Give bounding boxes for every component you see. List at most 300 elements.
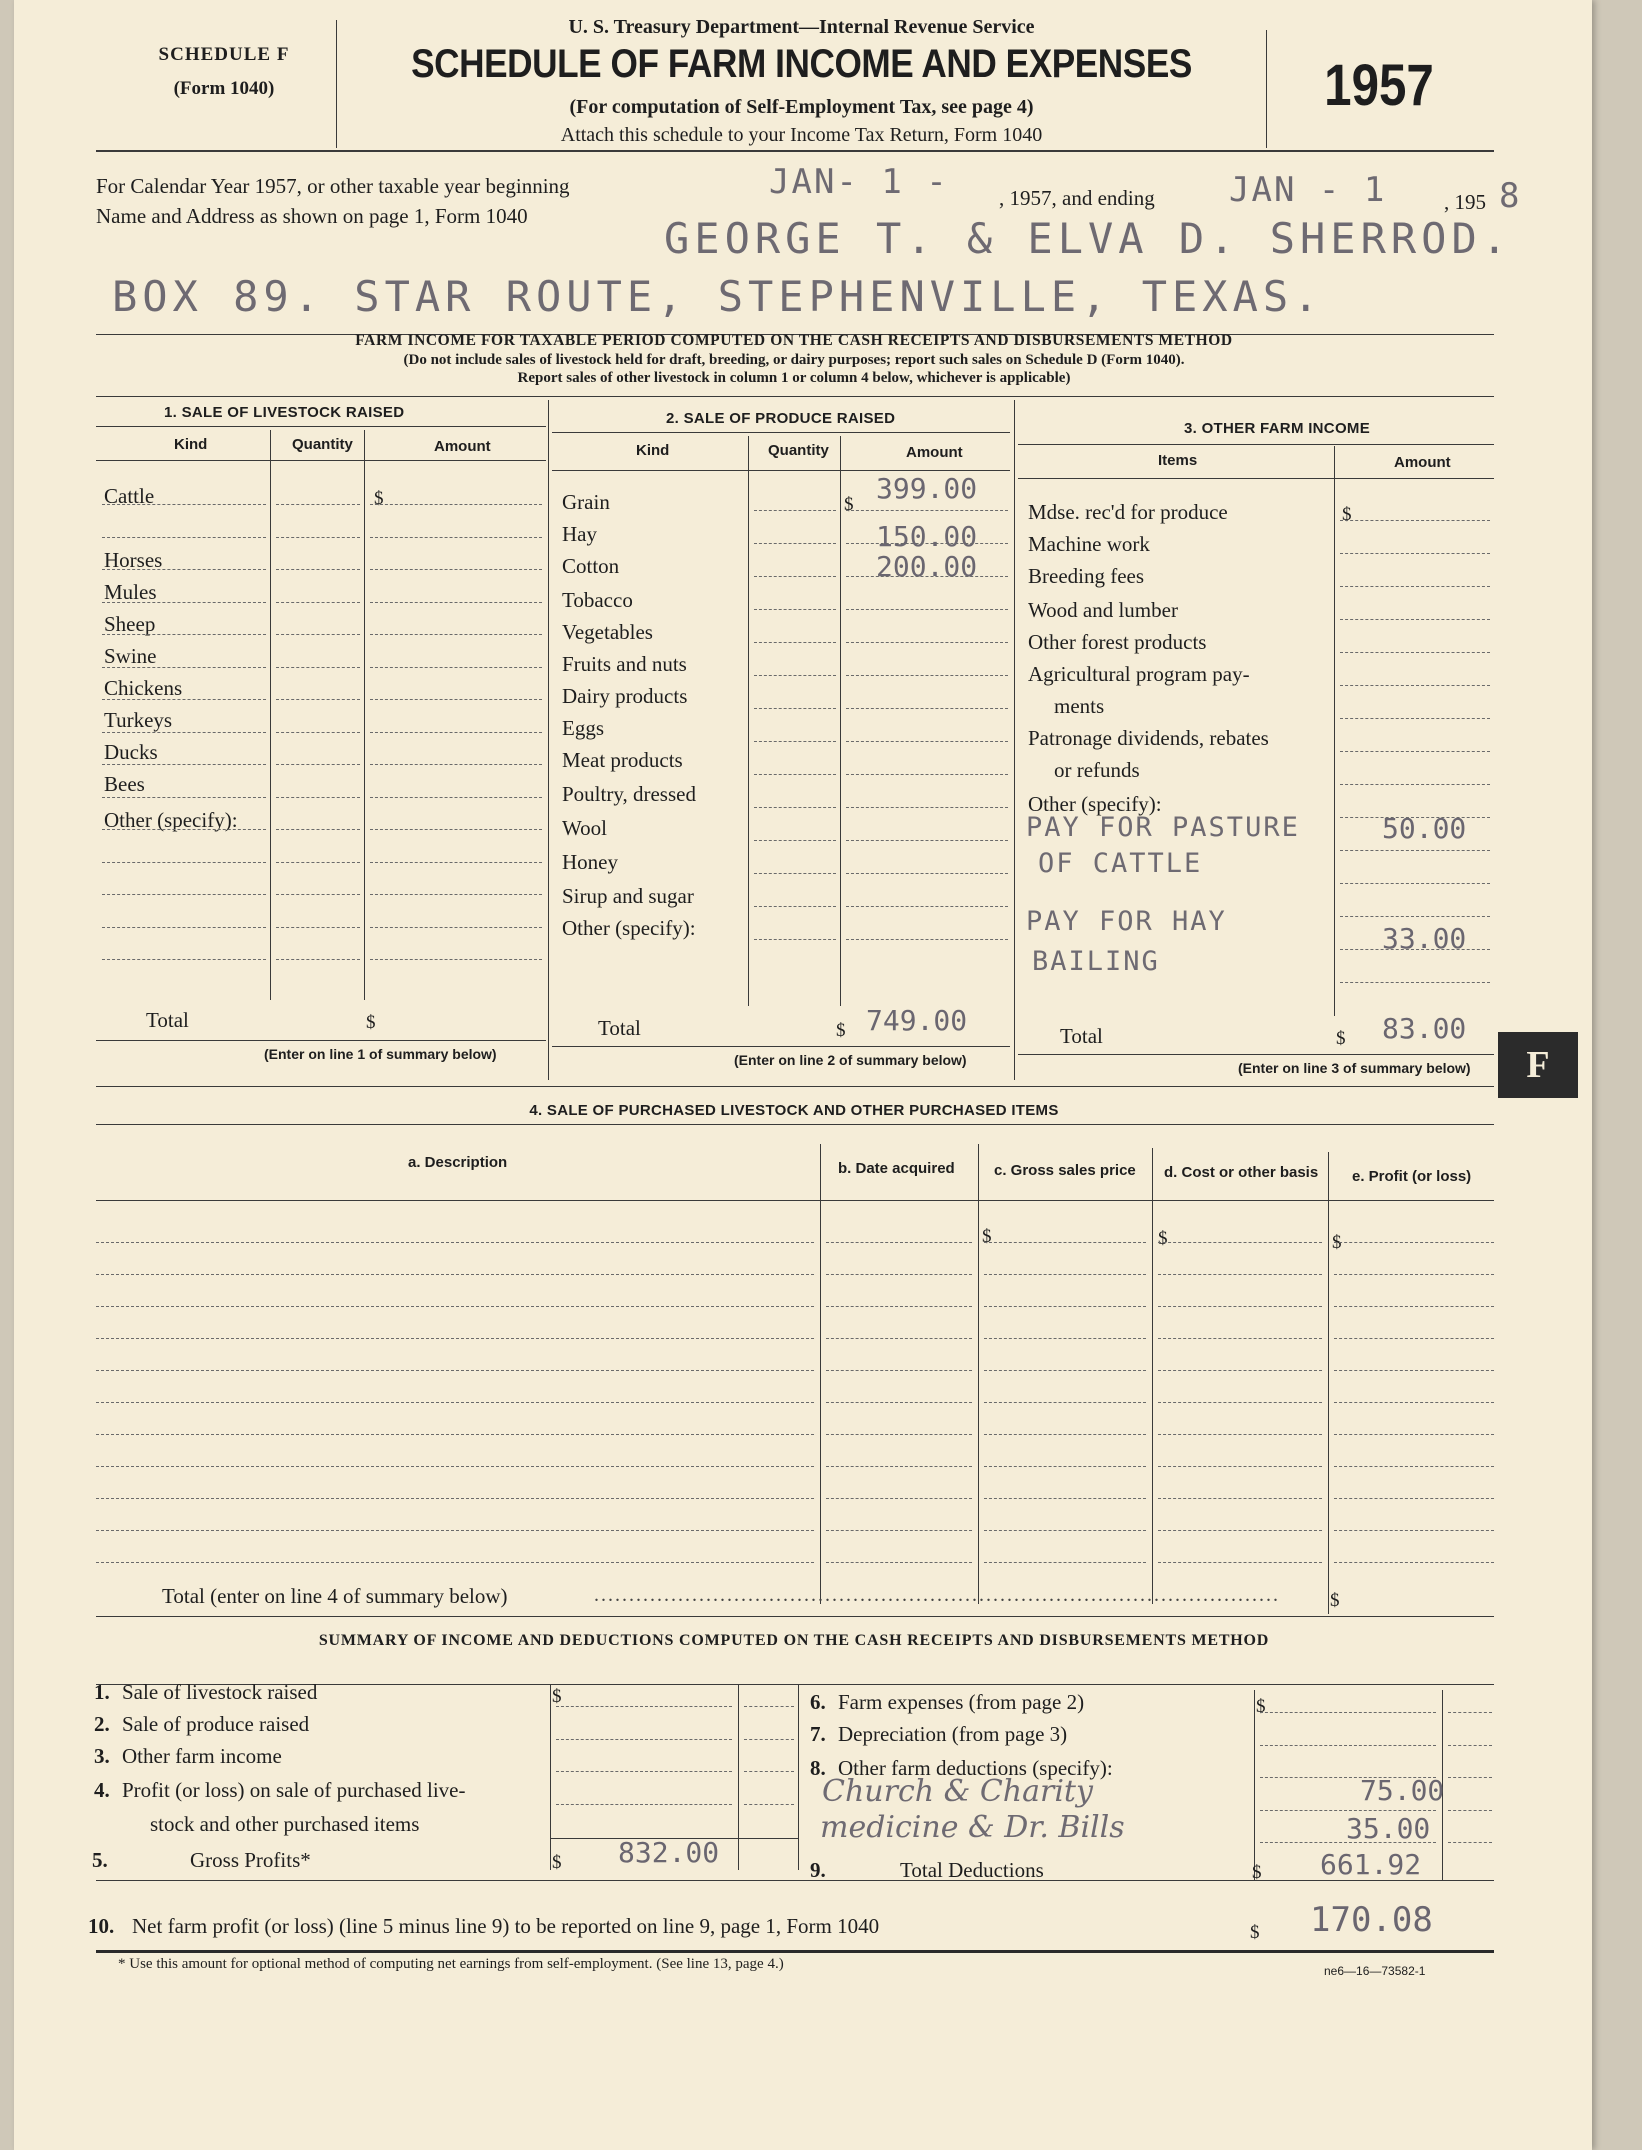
sec1-qty-rule — [276, 829, 360, 830]
sum-right-cents-rule — [1448, 1712, 1492, 1713]
sec4-entry-rule — [826, 1498, 972, 1499]
sec2-qty-rule — [754, 642, 836, 643]
sec1-amount-rule — [370, 797, 542, 798]
sec4-col-b: b. Date acquired — [838, 1160, 955, 1177]
sec4-entry-rule — [96, 1338, 814, 1339]
sec4-col-e: e. Profit (or loss) — [1352, 1168, 1472, 1185]
sum-num-1: 1. — [94, 1680, 110, 1704]
sec1-total-label: Total — [146, 1008, 189, 1032]
sec4-entry-rule — [826, 1274, 972, 1275]
sec2-amount-rule — [846, 609, 1008, 610]
sec1-amount-rule — [370, 504, 542, 505]
sec4-col-a: a. Description — [408, 1154, 508, 1171]
sec2-amount-rule — [846, 708, 1008, 709]
footnote: * Use this amount for optional method of computing net earnings from self-employment. (See line 13, page 4.) — [118, 1956, 784, 1972]
sec4-entry-rule — [1158, 1306, 1322, 1307]
sec3-row-wood: Wood and lumber — [1028, 598, 1178, 622]
sec2-row-cotton: Cotton — [562, 554, 620, 578]
sec2-qty-rule — [754, 741, 836, 742]
sum-line-4a: Profit (or loss) on sale of purchased live- — [122, 1778, 466, 1802]
sec2-amount-rule — [846, 939, 1008, 940]
sec2-sec3-divider — [1014, 400, 1015, 1080]
sec3-col-items: Items — [1158, 452, 1198, 469]
sum-right-cents-rule — [1448, 1842, 1492, 1843]
sec4-entry-rule — [984, 1530, 1146, 1531]
sec1-amount-rule — [370, 699, 542, 700]
sec4-entry-rule — [826, 1370, 972, 1371]
sec1-qty-divider — [364, 430, 365, 1000]
sec2-title: 2. SALE OF PRODUCE RAISED — [666, 410, 896, 427]
sec4-entry-rule — [96, 1434, 814, 1435]
sec4-div-a — [820, 1144, 821, 1604]
farm-income-note-1: (Do not include sales of livestock held for draft, breeding, or dairy purposes; report such sales on Schedule D (Form 1040). — [403, 352, 1185, 368]
sec1-qty-rule — [276, 894, 360, 895]
sec1-kind-rule — [102, 699, 266, 700]
sec3-amount-rule — [1340, 883, 1490, 884]
sec1-qty-rule — [276, 667, 360, 668]
sec2-qty-rule — [754, 906, 836, 907]
sec3-total-dollar: $ — [1336, 1028, 1346, 1049]
sec1-kind-rule — [102, 829, 266, 830]
agency-line: U. S. Treasury Department—Internal Revenue Service — [568, 16, 1035, 38]
sec3-amount-rule — [1340, 817, 1490, 818]
sec2-amount-cotton[interactable]: 200.00 — [876, 550, 978, 583]
sec4-entry-rule — [96, 1242, 814, 1243]
sec1-qty-rule — [276, 927, 360, 928]
sec2-dollar: $ — [844, 494, 854, 515]
sec3-other2-desc-1[interactable]: PAY FOR HAY — [1026, 906, 1227, 937]
sum-dollar-5: $ — [552, 1852, 562, 1873]
sec2-colhead-rule — [552, 470, 1010, 471]
sum-line-1: Sale of livestock raised — [122, 1680, 318, 1704]
sec4-total-dollar: $ — [1330, 1590, 1340, 1611]
sum-line-3: Other farm income — [122, 1744, 282, 1768]
summary-div-3 — [1254, 1690, 1255, 1880]
sec4-entry-rule — [984, 1338, 1146, 1339]
sec2-row-wool: Wool — [562, 816, 607, 840]
sec2-col-kind: Kind — [636, 442, 670, 459]
sections-top-rule — [96, 396, 1494, 397]
sec2-total-dollar: $ — [836, 1020, 846, 1041]
sec2-row-vegetables: Vegetables — [562, 620, 653, 644]
sec3-row-breeding: Breeding fees — [1028, 564, 1145, 588]
sum-left-cents-rule — [744, 1771, 794, 1772]
sec3-amount-rule — [1340, 949, 1490, 950]
sec2-col-amt: Amount — [906, 444, 963, 461]
sec4-entry-rule — [1158, 1274, 1322, 1275]
sec2-row-grain: Grain — [562, 490, 610, 514]
sec3-title-rule — [1018, 444, 1494, 445]
sec3-colhead-rule — [1018, 478, 1494, 479]
sum-dollar-1: $ — [552, 1686, 562, 1707]
sum-right-cents-rule — [1448, 1810, 1492, 1811]
sec4-entry-rule — [96, 1530, 814, 1531]
taxpayer-name[interactable]: GEORGE T. & ELVA D. SHERROD. — [664, 214, 1513, 263]
sec3-amount-rule — [1340, 751, 1490, 752]
sec3-row-other: Other (specify): — [1028, 792, 1162, 816]
sec4-entry-rule — [1334, 1402, 1494, 1403]
sec2-row-other: Other (specify): — [562, 916, 696, 940]
sec2-amount-rule — [846, 543, 1008, 544]
sum-line-7: Depreciation (from page 3) — [838, 1722, 1068, 1746]
sec2-qty-rule — [754, 939, 836, 940]
sec4-entry-rule — [1158, 1402, 1322, 1403]
sec4-div-d — [1328, 1152, 1329, 1614]
sec4-entry-rule — [984, 1466, 1146, 1467]
sum-amount-10[interactable]: 170.08 — [1310, 1900, 1433, 1940]
sec3-amount-rule — [1340, 553, 1490, 554]
sum-dollar-6: $ — [1256, 1696, 1266, 1717]
sum-num-8: 8. — [810, 1756, 826, 1780]
sec1-amount-rule — [370, 829, 542, 830]
sum-amount-9[interactable]: 661.92 — [1320, 1848, 1422, 1881]
sec1-kind-rule — [102, 504, 266, 505]
sec4-total-label: Total (enter on line 4 of summary below) — [162, 1584, 508, 1608]
sec1-total-rule — [96, 1040, 546, 1041]
sum-right-amount-rule — [1260, 1712, 1436, 1713]
sec2-qty-rule — [754, 675, 836, 676]
sec1-qty-rule — [276, 797, 360, 798]
sec2-note: (Enter on line 2 of summary below) — [734, 1052, 967, 1068]
sec4-entry-rule — [984, 1434, 1146, 1435]
sec4-dollar-e: $ — [1332, 1232, 1342, 1253]
sec3-row-forest: Other forest products — [1028, 630, 1207, 654]
sec4-entry-rule — [984, 1306, 1146, 1307]
header-bottom-rule — [96, 150, 1494, 152]
sec4-entry-rule — [1158, 1466, 1322, 1467]
sec1-row-sheep: Sheep — [104, 612, 156, 636]
sec2-row-meat: Meat products — [562, 748, 683, 772]
sec1-kind-divider — [270, 430, 271, 1000]
sum-left-cents-rule — [744, 1739, 794, 1740]
sum-line-5: Gross Profits* — [190, 1848, 311, 1872]
sec4-entry-rule — [1158, 1530, 1322, 1531]
sec3-row-patronage-2: or refunds — [1054, 758, 1140, 782]
sec3-amount-rule — [1340, 982, 1490, 983]
sec3-note: (Enter on line 3 of summary below) — [1238, 1060, 1471, 1076]
sec2-qty-rule — [754, 774, 836, 775]
sec2-amount-rule — [846, 807, 1008, 808]
sec2-amount-rule — [846, 510, 1008, 511]
sec4-entry-rule — [96, 1274, 814, 1275]
year-end-digit[interactable]: 8 — [1499, 176, 1522, 216]
sec1-qty-rule — [276, 504, 360, 505]
sec4-entry-rule — [984, 1498, 1146, 1499]
sum-line-4b: stock and other purchased items — [150, 1812, 420, 1836]
sec3-total-rule — [1018, 1054, 1494, 1055]
sec4-div-c — [1152, 1148, 1153, 1604]
taxpayer-address[interactable]: BOX 89. STAR ROUTE, STEPHENVILLE, TEXAS. — [112, 272, 1324, 321]
sec1-kind-rule — [102, 667, 266, 668]
sum-num-2: 2. — [94, 1712, 110, 1736]
sec3-total-amount[interactable]: 83.00 — [1382, 1012, 1467, 1045]
sec4-entry-rule — [1158, 1434, 1322, 1435]
sum-dollar-9: $ — [1252, 1862, 1262, 1883]
sec1-row-cattle: Cattle — [104, 484, 155, 508]
name-label: Name and Address as shown on page 1, Form 1040 — [96, 204, 528, 228]
sum-dollar-10: $ — [1250, 1922, 1260, 1943]
sec4-entry-rule — [826, 1242, 972, 1243]
sum-right-amount-rule — [1260, 1842, 1436, 1843]
sec1-row-ducks: Ducks — [104, 740, 158, 764]
sec1-qty-rule — [276, 537, 360, 538]
sec3-row-agri-1: Agricultural program pay- — [1028, 662, 1250, 686]
sec1-amount-rule — [370, 732, 542, 733]
sec2-amount-rule — [846, 741, 1008, 742]
sec4-entry-rule — [1334, 1370, 1494, 1371]
sec3-col-amt: Amount — [1394, 454, 1451, 471]
sec1-kind-rule — [102, 764, 266, 765]
sec3-amount-rule — [1340, 619, 1490, 620]
sec2-row-tobacco: Tobacco — [562, 588, 633, 612]
sum-line-8a-amount[interactable]: 75.00 — [1360, 1774, 1445, 1807]
header-divider-right — [1266, 30, 1267, 148]
sum-num-7: 7. — [810, 1722, 826, 1746]
year-end-prefix: , 195 — [1444, 190, 1486, 214]
sec1-amount-rule — [370, 927, 542, 928]
sec2-amount-rule — [846, 774, 1008, 775]
sec3-other1-amount[interactable]: 50.00 — [1382, 812, 1467, 845]
sec4-entry-rule — [826, 1530, 972, 1531]
sec2-row-honey: Honey — [562, 850, 618, 874]
sec1-col-kind: Kind — [174, 436, 208, 453]
sec2-amount-grain[interactable]: 399.00 — [876, 472, 978, 505]
sum-line-2: Sale of produce raised — [122, 1712, 310, 1736]
subtitle-se-tax: (For computation of Self-Employment Tax, see page 4) — [569, 96, 1034, 118]
sec1-amount-rule — [370, 602, 542, 603]
sec1-note: (Enter on line 1 of summary below) — [264, 1046, 497, 1062]
sec2-qty-rule — [754, 543, 836, 544]
sec2-kind-divider — [748, 436, 749, 1006]
sum-line-8: Other farm deductions (specify): — [838, 1756, 1113, 1780]
subtitle-attach: Attach this schedule to your Income Tax Return, Form 1040 — [560, 124, 1043, 146]
sec3-other2-amount[interactable]: 33.00 — [1382, 922, 1467, 955]
summary-title: SUMMARY OF INCOME AND DEDUCTIONS COMPUTED ON THE CASH RECEIPTS AND DISBURSEMENTS METHOD — [318, 1632, 1270, 1649]
sec2-row-poultry: Poultry, dressed — [562, 782, 696, 806]
sec4-col-c: c. Gross sales price — [994, 1162, 1136, 1179]
sec3-row-patronage-1: Patronage dividends, rebates — [1028, 726, 1269, 750]
sec4-entry-rule — [96, 1562, 814, 1563]
schedule-tab-f: F — [1498, 1032, 1578, 1098]
sec1-row-turkeys: Turkeys — [104, 708, 173, 732]
sec4-colhead-rule — [96, 1200, 1494, 1201]
form-page — [14, 0, 1592, 2150]
farm-income-heading: FARM INCOME FOR TAXABLE PERIOD COMPUTED ON THE CASH RECEIPTS AND DISBURSEMENTS METHOD — [355, 332, 1233, 349]
sec1-row-chickens: Chickens — [104, 676, 183, 700]
sec3-amount-rule — [1340, 685, 1490, 686]
sec2-qty-divider — [840, 436, 841, 1006]
sec1-dollar: $ — [374, 488, 384, 509]
sec4-dollar-c: $ — [982, 1226, 992, 1247]
sec1-col-qty: Quantity — [292, 436, 353, 453]
farm-income-note-2: Report sales of other livestock in column 1 or column 4 below, whichever is applicable) — [517, 370, 1071, 386]
sec1-qty-rule — [276, 699, 360, 700]
sec2-total-label: Total — [598, 1016, 641, 1040]
sec2-total-rule — [552, 1046, 1010, 1047]
sum-left-cents-rule — [744, 1706, 794, 1707]
sec3-amount-rule — [1340, 784, 1490, 785]
sec2-row-hay: Hay — [562, 522, 597, 546]
sec1-colhead-rule — [96, 460, 546, 461]
sum-left-amount-rule — [556, 1771, 732, 1772]
sec1-qty-rule — [276, 959, 360, 960]
sec4-entry-rule — [96, 1370, 814, 1371]
sec1-qty-rule — [276, 602, 360, 603]
sum-line-8b-desc[interactable]: medicine & Dr. Bills — [820, 1810, 1125, 1845]
sec2-title-rule — [552, 432, 1010, 433]
sec1-amount-rule — [370, 537, 542, 538]
sec1-title: 1. SALE OF LIVESTOCK RAISED — [164, 404, 405, 421]
sec1-amount-rule — [370, 894, 542, 895]
sec4-entry-rule — [984, 1370, 1146, 1371]
sum-num-5: 5. — [92, 1848, 108, 1872]
sec1-amount-rule — [370, 862, 542, 863]
sec1-kind-rule — [102, 927, 266, 928]
sec1-qty-rule — [276, 634, 360, 635]
sec1-amount-rule — [370, 667, 542, 668]
sec4-entry-rule — [826, 1338, 972, 1339]
summary-mid-rule — [96, 1880, 1494, 1881]
sec1-row-mules: Mules — [104, 580, 157, 604]
sum-num-9: 9. — [810, 1858, 826, 1882]
sec4-entry-rule — [826, 1562, 972, 1563]
sum-amount-5[interactable]: 832.00 — [618, 1836, 720, 1869]
sec3-row-machine: Machine work — [1028, 532, 1150, 556]
sec2-amount-hay[interactable]: 150.00 — [876, 520, 978, 553]
sec4-entry-rule — [1158, 1242, 1322, 1243]
sec4-div-b — [978, 1144, 979, 1604]
sec2-amount-rule — [846, 675, 1008, 676]
sec1-total-dollar: $ — [366, 1012, 376, 1033]
sec3-other1-desc-2[interactable]: OF CATTLE — [1038, 848, 1203, 879]
sec1-kind-rule — [102, 797, 266, 798]
sec1-kind-rule — [102, 634, 266, 635]
sec1-amount-rule — [370, 764, 542, 765]
summary-div-mid — [798, 1684, 799, 1870]
sec1-kind-rule — [102, 569, 266, 570]
sec4-entry-rule — [1334, 1498, 1494, 1499]
sum-line-6: Farm expenses (from page 2) — [838, 1690, 1085, 1714]
sum-num-10: 10. — [88, 1914, 115, 1938]
sec2-qty-rule — [754, 576, 836, 577]
sec3-other1-desc-1[interactable]: PAY FOR PASTURE — [1026, 812, 1300, 843]
summary-bottom-rule — [96, 1950, 1494, 1953]
sum-line-8a-desc[interactable]: Church & Charity — [822, 1774, 1093, 1809]
sec1-amount-rule — [370, 634, 542, 635]
summary-div-1 — [550, 1684, 551, 1870]
sec1-col-amt: Amount — [434, 438, 491, 455]
schedule-label: SCHEDULE F — [158, 44, 290, 65]
sec4-entry-rule — [984, 1242, 1146, 1243]
sec1-sec2-divider — [548, 400, 549, 1080]
sum-left-cents-rule — [744, 1804, 794, 1805]
sum-line-9: Total Deductions — [900, 1858, 1044, 1882]
sec1-row-swine: Swine — [104, 644, 157, 668]
sec2-amount-rule — [846, 576, 1008, 577]
form-title: SCHEDULE OF FARM INCOME AND EXPENSES — [411, 42, 1192, 86]
sec4-entry-rule — [1334, 1530, 1494, 1531]
sum-right-cents-rule — [1448, 1777, 1492, 1778]
sec4-entry-rule — [1158, 1562, 1322, 1563]
sec4-total-leader: .................................................................................................. — [594, 1584, 1280, 1606]
sec2-row-fruits: Fruits and nuts — [562, 652, 687, 676]
sec2-amount-rule — [846, 840, 1008, 841]
sec3-other2-desc-2[interactable]: BAILING — [1032, 946, 1160, 977]
sec4-entry-rule — [826, 1434, 972, 1435]
year-begin-value[interactable]: JAN- 1 - — [769, 162, 949, 202]
sec3-amount-rule — [1340, 850, 1490, 851]
sum-line-10: Net farm profit (or loss) (line 5 minus line 9) to be reported on line 9, page 1, Form 1040 — [132, 1914, 880, 1938]
sec4-entry-rule — [1334, 1562, 1494, 1563]
sec1-kind-rule — [102, 602, 266, 603]
sum-line-8b-amount[interactable]: 35.00 — [1346, 1812, 1431, 1845]
sec1-amount-rule — [370, 569, 542, 570]
sec3-items-divider — [1334, 446, 1335, 1016]
sum-right-amount-rule — [1260, 1745, 1436, 1746]
sec2-qty-rule — [754, 609, 836, 610]
sec3-row-mdse: Mdse. rec'd for produce — [1028, 500, 1228, 524]
sum-num-6: 6. — [810, 1690, 826, 1714]
sec4-entry-rule — [826, 1402, 972, 1403]
sec4-entry-rule — [1334, 1242, 1494, 1243]
sec1-kind-rule — [102, 537, 266, 538]
sec1-kind-rule — [102, 862, 266, 863]
sec2-qty-rule — [754, 708, 836, 709]
sec3-amount-rule — [1340, 916, 1490, 917]
sec2-row-sirup: Sirup and sugar — [562, 884, 694, 908]
sec2-col-qty: Quantity — [768, 442, 829, 459]
tax-year: 1957 — [1324, 53, 1434, 118]
sec4-entry-rule — [826, 1306, 972, 1307]
sec1-title-rule — [96, 426, 546, 427]
sec4-title: 4. SALE OF PURCHASED LIVESTOCK AND OTHER PURCHASED ITEMS — [529, 1102, 1059, 1119]
sec2-qty-rule — [754, 510, 836, 511]
sec2-total-amount[interactable]: 749.00 — [866, 1004, 968, 1037]
sec4-entry-rule — [96, 1498, 814, 1499]
sum-right-cents-rule — [1448, 1745, 1492, 1746]
sec1-kind-rule — [102, 894, 266, 895]
sec4-entry-rule — [984, 1274, 1146, 1275]
sec2-qty-rule — [754, 840, 836, 841]
sec1-qty-rule — [276, 862, 360, 863]
sum-left-amount-rule — [556, 1706, 732, 1707]
sec1-amount-rule — [370, 959, 542, 960]
year-label: For Calendar Year 1957, or other taxable year beginning — [96, 174, 570, 198]
sec1-qty-rule — [276, 569, 360, 570]
sec2-qty-rule — [754, 807, 836, 808]
sec2-amount-rule — [846, 906, 1008, 907]
sec4-entry-rule — [96, 1466, 814, 1467]
sum-num-3: 3. — [94, 1744, 110, 1768]
sec1-qty-rule — [276, 764, 360, 765]
year-end-value[interactable]: JAN - 1 — [1229, 170, 1387, 210]
sum-left-amount-rule — [556, 1739, 732, 1740]
form-code: ne6—16—73582-1 — [1324, 1964, 1426, 1978]
sec1-qty-rule — [276, 732, 360, 733]
sec4-entry-rule — [1334, 1338, 1494, 1339]
sec3-title: 3. OTHER FARM INCOME — [1184, 420, 1371, 437]
year-mid-label: , 1957, and ending — [999, 186, 1155, 210]
sec4-entry-rule — [1334, 1434, 1494, 1435]
sections-bottom-rule — [96, 1086, 1494, 1087]
sec4-col-d: d. Cost or other basis — [1164, 1164, 1319, 1181]
sec1-row-bees: Bees — [104, 772, 145, 796]
sec4-entry-rule — [1334, 1306, 1494, 1307]
sec3-total-label: Total — [1060, 1024, 1103, 1048]
sec2-row-dairy: Dairy products — [562, 684, 688, 708]
sec3-amount-rule — [1340, 586, 1490, 587]
sec2-qty-rule — [754, 873, 836, 874]
